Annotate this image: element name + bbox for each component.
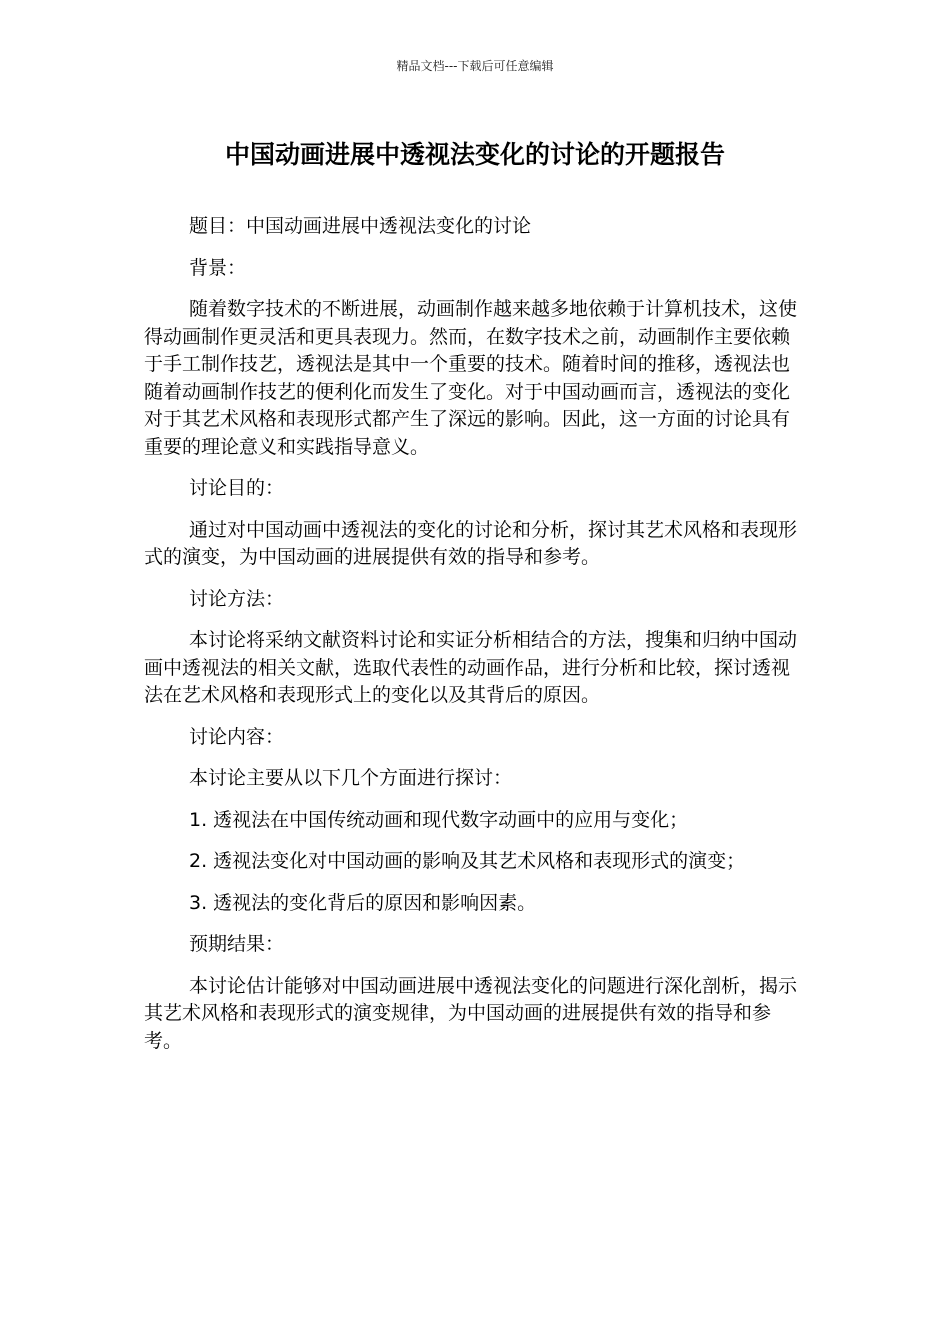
- document-title: 中国动画进展中透视法变化的讨论的开题报告: [224, 140, 725, 169]
- content-label: 讨论内容：: [189, 725, 285, 748]
- method-paragraph: 本讨论将采纳文献资料讨论和实证分析相结合的方法，搜集和归纳中国动画中透视法的相关文献，选取代表性的动画作品，进行分析和比较，探讨透视法在艺术风格和表现形式上的变化以及其背后的原因。: [144, 629, 798, 706]
- method-label: 讨论方法：: [189, 587, 285, 610]
- content-intro: 本讨论主要从以下几个方面进行探讨：: [189, 767, 513, 789]
- purpose-label: 讨论目的：: [189, 477, 285, 499]
- topic-line: 题目：中国动画进展中透视法变化的讨论: [189, 215, 532, 237]
- content-item-3: 3. 透视法的变化背后的原因和影响因素。: [189, 891, 537, 914]
- result-label: 预期结果：: [189, 933, 285, 955]
- background-label: 背景：: [189, 256, 247, 279]
- content-item-1: 1. 透视法在中国传统动画和现代数字动画中的应用与变化；: [189, 808, 689, 831]
- document-body: [144, 213, 804, 1069]
- content-item-2: 2. 透视法变化对中国动画的影响及其艺术风格和表现形式的演变；: [189, 850, 746, 872]
- purpose-paragraph: 通过对中国动画中透视法的变化的讨论和分析，探讨其艺术风格和表现形式的演变，为中国动画的进展提供有效的指导和参考。: [144, 518, 798, 568]
- result-paragraph: 本讨论估计能够对中国动画进展中透视法变化的问题进行深化剖析，揭示其艺术风格和表现形式的演变规律，为中国动画的进展提供有效的指导和参考。: [144, 974, 798, 1052]
- header-note: 精品文档---下载后可任意编辑: [396, 59, 554, 73]
- background-paragraph: 随着数字技术的不断进展，动画制作越来越多地依赖于计算机技术，这使得动画制作更灵活和更具表现力。然而，在数字技术之前，动画制作主要依赖于手工制作技艺，透视法是其中一个重要的技术。随着时间的推移，透视法也随着动画制作技艺的便利化而发生了变化。对于中国动画而言，透视法的变化对于其艺术风格和表现形式都产生了深远的影响。因此，这一方面的讨论具有重要的理论意义和实践指导意义。: [144, 298, 798, 458]
